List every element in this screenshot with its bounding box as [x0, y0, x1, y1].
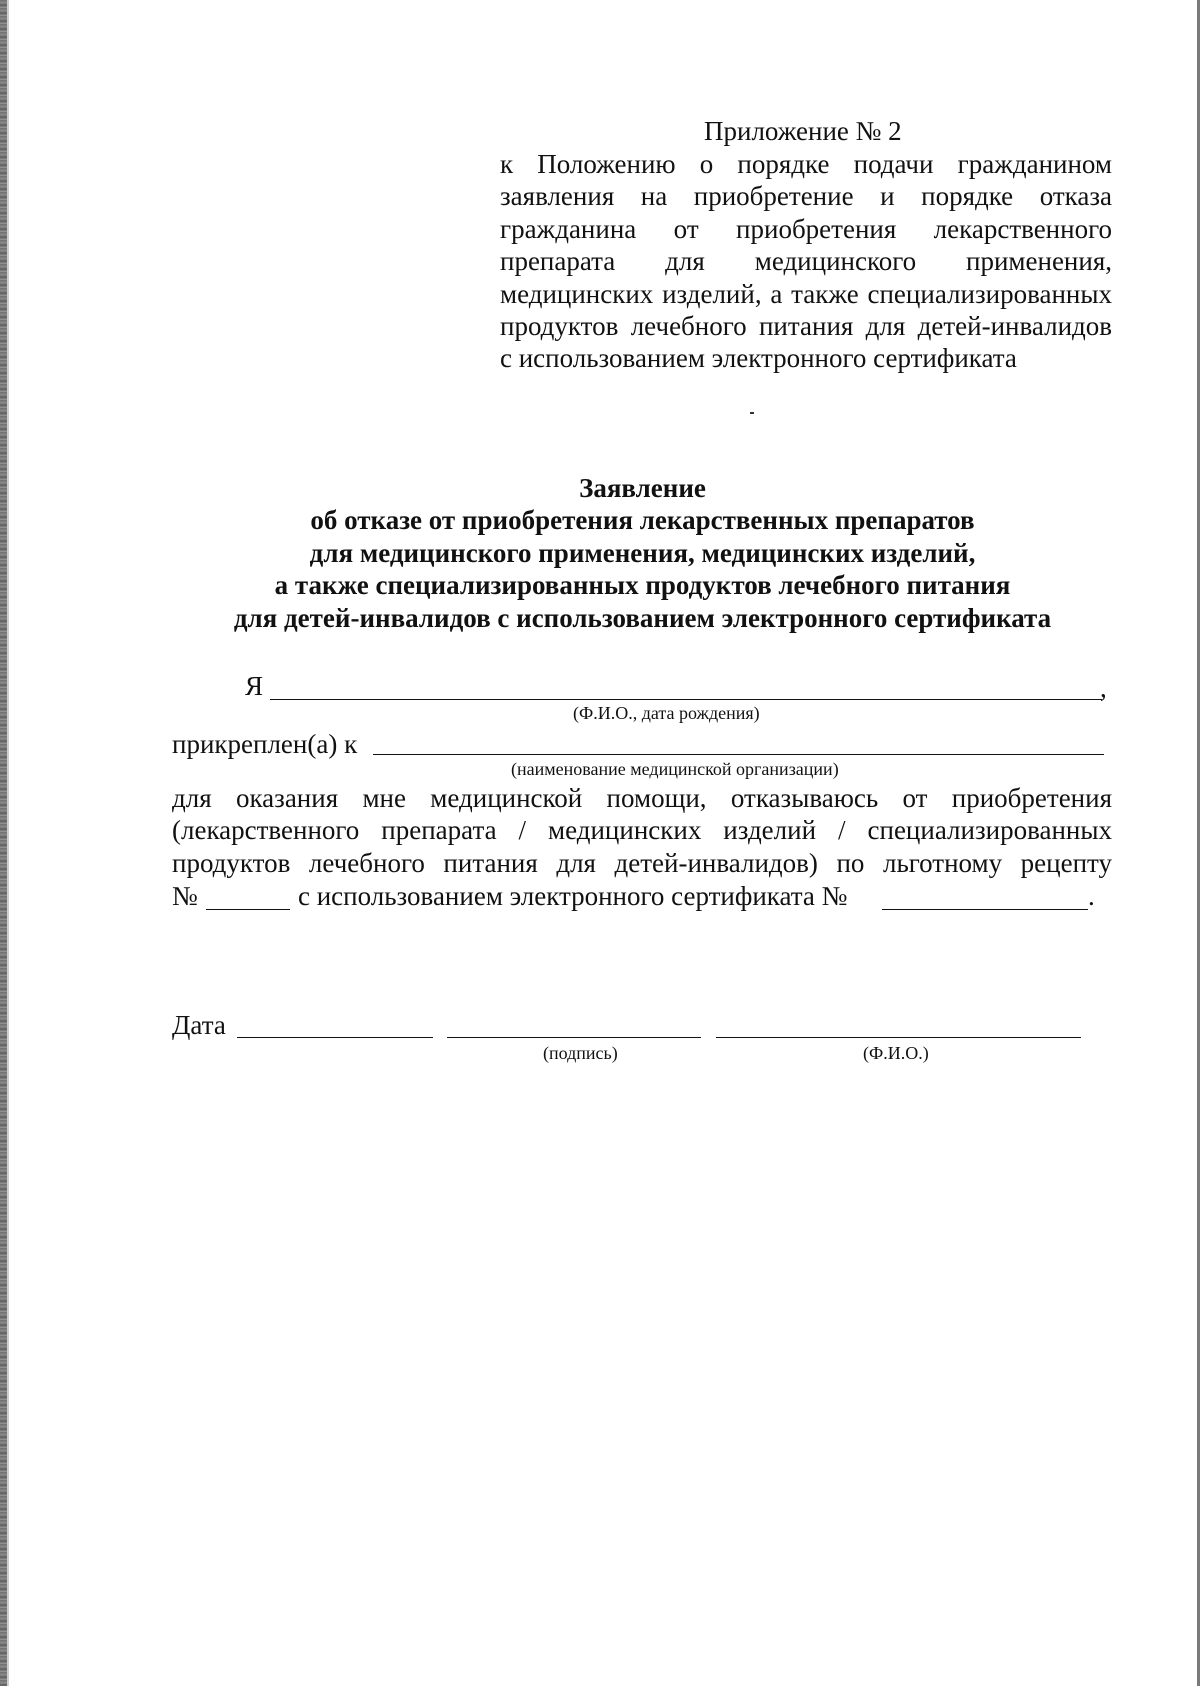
name-comma: ,: [1100, 673, 1107, 703]
signature-field[interactable]: [447, 1037, 701, 1038]
full-name-field[interactable]: [716, 1037, 1081, 1038]
statement-subtitle-line: об отказе от приобретения лекарственных препаратов: [310, 505, 975, 536]
end-period: .: [1088, 881, 1095, 911]
name-birthdate-caption: (Ф.И.О., дата рождения): [573, 703, 760, 723]
scan-edge-left: [0, 0, 7, 1686]
appendix-reference: [500, 148, 1112, 375]
statement-subtitle-line: для детей-инвалидов с использованием электронного сертификата: [233, 602, 1052, 633]
recipe-number-field[interactable]: [206, 909, 290, 910]
date-label: Дата: [172, 1010, 226, 1040]
paragraph-line: для оказания мне медицинской помощи, отказываюсь от приобретения: [172, 783, 1112, 813]
appendix-line-last: с использованием электронного сертификата: [500, 343, 1017, 374]
paragraph-line: продуктов лечебного питания для детей-инвалидов) по льготному рецепту: [172, 847, 1112, 878]
scan-dot: [750, 412, 754, 414]
appendix-line: к Положению о порядке подачи гражданином: [500, 149, 1112, 179]
name-birthdate-field[interactable]: [270, 699, 1102, 700]
statement-subtitle-line: для медицинского применения, медицинских изделий,: [309, 537, 976, 568]
appendix-line: продуктов лечебного питания для детей-инвалидов: [500, 311, 1112, 342]
attached-label: прикреплен(а) к: [172, 729, 358, 759]
recipe-number-label: №: [172, 881, 198, 911]
paragraph-line: (лекарственного препарата / медицинских изделий / специализированных: [172, 815, 1112, 846]
medical-organization-caption: (наименование медицинской организации): [511, 759, 839, 779]
date-field[interactable]: [237, 1037, 433, 1038]
medical-organization-field[interactable]: [373, 754, 1104, 755]
statement-heading: [150, 472, 1135, 634]
appendix-line: медицинских изделий, а также специализированных: [500, 278, 1112, 309]
appendix-line: препарата для медицинского применения,: [500, 246, 1112, 277]
statement-title: Заявление: [579, 473, 706, 503]
scan-edge-left-inner: [7, 0, 9, 1686]
appendix-line: заявления на приобретение и порядке отказа: [500, 181, 1112, 212]
statement-subtitle-line: а также специализированных продуктов лечебного питания: [274, 570, 1011, 601]
i-label: Я: [245, 671, 264, 701]
full-name-caption: (Ф.И.О.): [863, 1043, 929, 1063]
appendix-line: гражданина от приобретения лекарственного: [500, 213, 1112, 244]
signature-caption: (подпись): [543, 1043, 618, 1063]
refusal-paragraph: [172, 782, 1112, 879]
appendix-title: Приложение № 2: [704, 116, 902, 146]
certificate-text: с использованием электронного сертификата №: [298, 881, 848, 911]
certificate-number-field[interactable]: [882, 909, 1088, 910]
